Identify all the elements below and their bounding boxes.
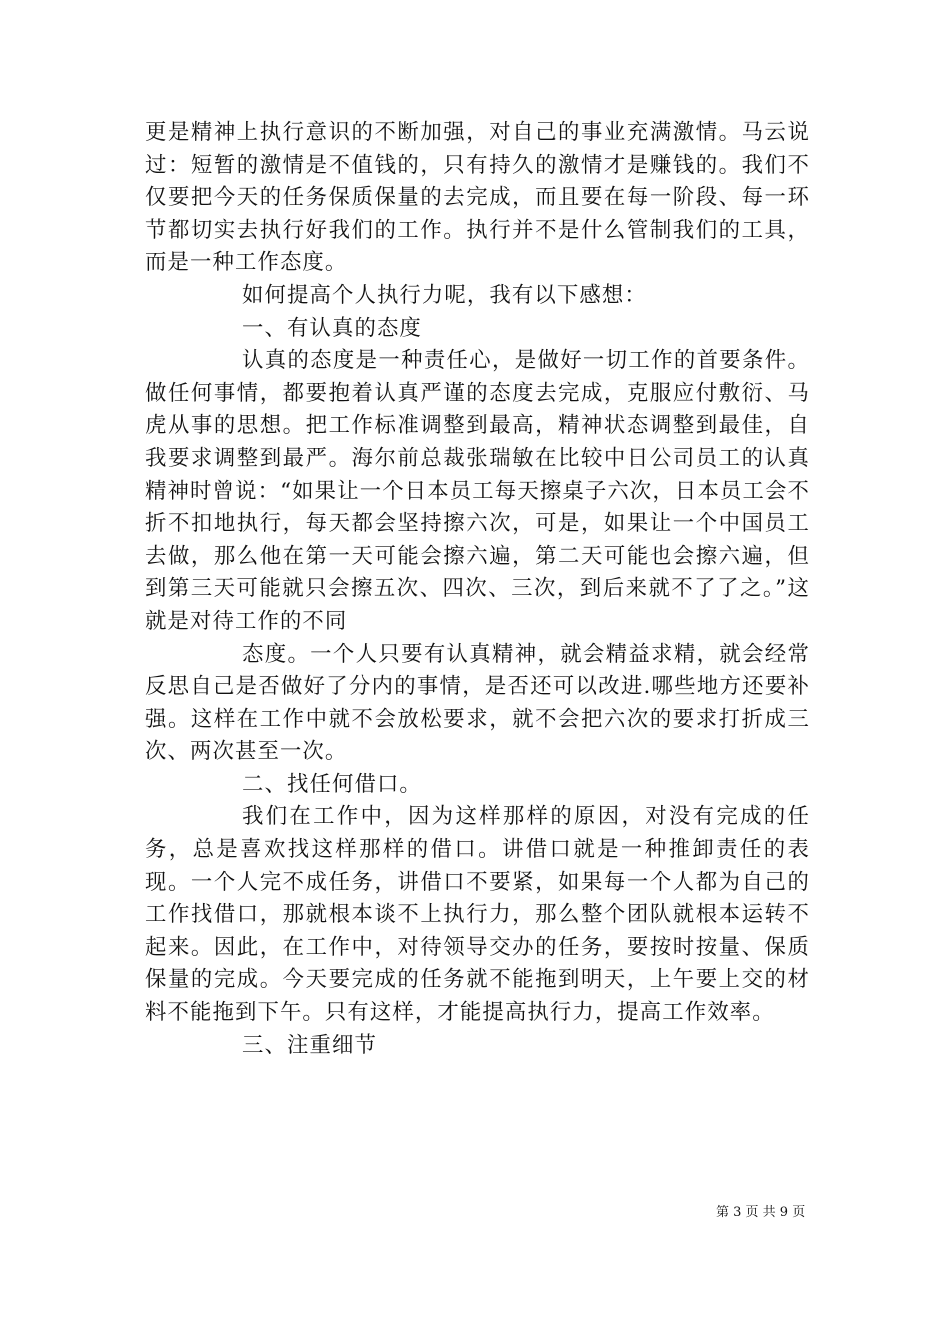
- section-heading-3: 三、注重细节: [242, 1032, 377, 1058]
- paragraph-5: 我们在工作中，因为这样那样的原因，对没有完成的任务，总是喜欢找这样那样的借口。讲借口就是一种推卸责任的表现。一个人完不成任务，讲借口不要紧，如果每一个人都为自己的工作找借口，那就根本谈不上执行力，那么整个团队就根本运转不起来。因此，在工作中，对待领导交办的任务，要按时按量、保质保量的完成。今天要完成的任务就不能拖到明天，上午要上交的材料不能拖到下午。只有这样，才能提高执行力，提高工作效率。: [145, 804, 810, 1026]
- section-heading-1: 一、有认真的态度: [242, 315, 422, 341]
- paragraph-1: 更是精神上执行意识的不断加强，对自己的事业充满激情。马云说过：短暂的激情是不值钱的，只有持久的激情才是赚钱的。我们不仅要把今天的任务保质保量的去完成，而且要在每一阶段、每一环节都切实去执行好我们的工作。执行并不是什么管制我们的工具，而是一种工作态度。: [145, 120, 810, 276]
- paragraph-2: 如何提高个人执行力呢，我有以下感想：: [242, 282, 647, 308]
- paragraph-3: 认真的态度是一种责任心，是做好一切工作的首要条件。做任何事情，都要抱着认真严谨的态度去完成，克服应付敷衍、马虎从事的思想。把工作标准调整到最高，精神状态调整到最佳，自我要求调整到最严。海尔前总裁张瑞敏在比较中日公司员工的认真精神时曾说：“如果让一个日本员工每天擦桌子六次，日本员工会不折不扣地执行，每天都会坚持擦六次，可是，如果让一个中国员工去做，那么他在第一天可能会擦六遍，第二天可能也会擦六遍，但到第三天可能就只会擦五次、四次、三次，到后来就不了了之。”这就是对待工作的不同: [145, 348, 810, 634]
- section-heading-2: 二、找任何借口。: [242, 771, 422, 797]
- page-number-footer: 第 3 页 共 9 页: [716, 1205, 806, 1220]
- paragraph-4: 态度。一个人只要有认真精神，就会精益求精，就会经常反思自己是否做好了分内的事情，是否还可以改进.哪些地方还要补强。这样在工作中就不会放松要求，就不会把六次的要求打折成三次、两次甚至一次。: [145, 641, 810, 765]
- document-body: [145, 117, 810, 1062]
